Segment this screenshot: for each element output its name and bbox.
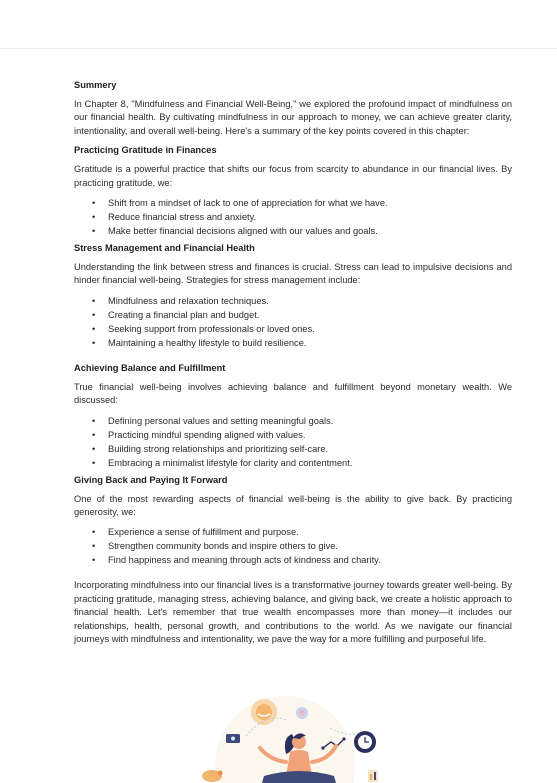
section-heading: Achieving Balance and Fulfillment bbox=[74, 362, 226, 373]
list-item: • Building strong relationships and prioritizing self-care. bbox=[108, 442, 512, 456]
list-item: • Creating a financial plan and budget. bbox=[108, 308, 512, 322]
page-header-band bbox=[0, 0, 557, 49]
list-item: • Seeking support from professionals or loved ones. bbox=[108, 322, 512, 336]
conclusion-paragraph: Incorporating mindfulness into our financial lives is a transformative journey towards greater well-being. By practicing gratitude, managing stress, achieving balance, and giving back, we create a holistic approach to financial health. Let's remember that true wealth encompasses more than money—it includes our relationships, health, personal growth, and contributions to the world. As we navigate our financial journeys with mindfulness and intentionality, we pave the way for a more fulfilling and purposeful life. bbox=[74, 580, 512, 645]
list-item: • Shift from a mindset of lack to one of appreciation for what we have. bbox=[108, 196, 512, 210]
bullet-list bbox=[74, 294, 512, 350]
section-heading: Practicing Gratitude in Finances bbox=[74, 145, 217, 156]
list-item: • Reduce financial stress and anxiety. bbox=[108, 210, 512, 224]
list-item: • Strengthen community bonds and inspire others to give. bbox=[108, 539, 512, 553]
list-item: • Defining personal values and setting meaningful goals. bbox=[108, 414, 512, 428]
list-item: • Embracing a minimalist lifestyle for clarity and contentment. bbox=[108, 456, 512, 470]
section-text: Gratitude is a powerful practice that shifts our focus from scarcity to abundance in our financial lives. By practicing gratitude, we: bbox=[74, 164, 512, 188]
summary-title: Summery bbox=[74, 80, 117, 90]
section-text: One of the most rewarding aspects of financial well-being is the ability to give back. By practicing generosity, we: bbox=[74, 493, 512, 518]
list-item: • Find happiness and meaning through acts of kindness and charity. bbox=[108, 553, 512, 567]
list-item: • Mindfulness and relaxation techniques. bbox=[108, 294, 512, 308]
bullet-list bbox=[74, 196, 512, 238]
spacer bbox=[74, 571, 512, 579]
document-body bbox=[74, 79, 512, 653]
section-text: True financial well-being involves achieving balance and fulfillment beyond monetary wealth. We discussed: bbox=[74, 381, 512, 406]
chart-icon bbox=[368, 770, 378, 782]
mindfulness-illustration bbox=[160, 676, 400, 783]
spacer bbox=[74, 354, 512, 362]
sun-icon bbox=[251, 699, 277, 725]
section-text: Understanding the link between stress and finances is crucial. Stress can lead to impulsive decisions and hinder financial well-being. Strategies for stress management include: bbox=[74, 262, 512, 286]
list-item: • Practicing mindful spending aligned with values. bbox=[108, 428, 512, 442]
money-icon bbox=[226, 734, 240, 743]
bullet-list bbox=[74, 414, 512, 470]
list-item: • Experience a sense of fulfillment and purpose. bbox=[108, 525, 512, 539]
intro-paragraph: In Chapter 8, "Mindfulness and Financial Well-Being," we explored the profound impact of mindfulness on our financial health. By cultivating mindfulness in our approach to money, we can achieve greater clarity, intentionality, and overall well-being. Here's a summary of the key points covered in this chapter: bbox=[74, 99, 512, 136]
list-item: • Maintaining a healthy lifestyle to build resilience. bbox=[108, 336, 512, 350]
section-heading: Stress Management and Financial Health bbox=[74, 243, 255, 254]
bullet-list bbox=[74, 525, 512, 567]
section-heading: Giving Back and Paying It Forward bbox=[74, 474, 228, 485]
list-item: • Make better financial decisions aligned with our values and goals. bbox=[108, 224, 512, 238]
clock-icon bbox=[354, 731, 376, 753]
